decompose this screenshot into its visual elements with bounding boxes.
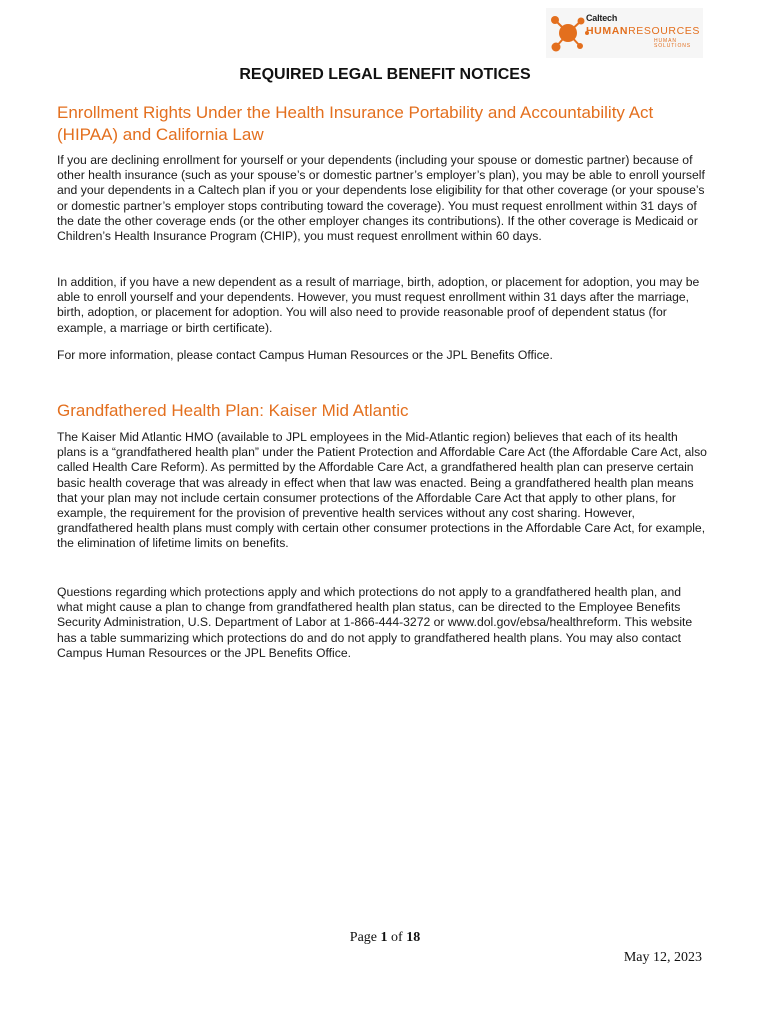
logo-human-resources-text [586, 26, 703, 37]
logo-caltech-text: Caltech [586, 13, 618, 23]
page-title: REQUIRED LEGAL BENEFIT NOTICES [239, 66, 531, 83]
of-word: of [391, 930, 403, 945]
grandfathered-paragraph-1: The Kaiser Mid Atlantic HMO (available to JPL employees in the Mid-Atlantic region) believes that each of its health plans is a “grandfathered health plan” under the Patient Protection and Affordable Care Act (the Affordable Care Act, also called Health Care Reform). As permitted by the Affordable Care Act, a grandfathered health plan can preserve certain basic health coverage that was already in effect when that law was enacted. Being a grandfathered health plan means that your plan may not include certain consumer protections of the Affordable Care Act that apply to other plans, for example, the requirement for the provision of preventive health services without any cost sharing. However, grandfathered health plans must comply with certain other consumer protections in the Affordable Care Act, for example, the elimination of lifetime limits on benefits. [57, 430, 707, 551]
page-word: Page [349, 930, 378, 945]
hipaa-section-heading: Enrollment Rights Under the Health Insurance Portability and Accountability Act (HIPAA) and California Law [57, 103, 654, 144]
logo-human-text: HUMAN [586, 25, 629, 37]
logo-tagline: HUMAN SOLUTIONS [654, 37, 691, 49]
current-page-number: 1 [380, 930, 388, 945]
total-pages-number: 18 [406, 930, 421, 945]
caltech-hr-logo [546, 8, 703, 58]
grandfathered-section-heading: Grandfathered Health Plan: Kaiser Mid Atlantic [57, 401, 409, 420]
hipaa-paragraph-3: For more information, please contact Campus Human Resources or the JPL Benefits Office. [57, 348, 553, 362]
document-date: May 12, 2023 [623, 950, 702, 965]
hipaa-paragraph-2: In addition, if you have a new dependent as a result of marriage, birth, adoption, or placement for adoption, you may be able to enroll yourself and your dependents. However, you must request enrollment within 31 days after the marriage, birth, adoption, or placement for adoption. You will also need to provide reasonable proof of dependent status (for example, a marriage or birth certificate). [57, 275, 700, 335]
grandfathered-paragraph-2: Questions regarding which protections apply and which protections do not apply to a grandfathered health plan, and what might cause a plan to change from grandfathered health plan status, can be directed to the Employee Benefits Security Administration, U.S. Department of Labor at 1-866-444-3272 or www.dol.gov/ebsa/healthreform. This website has a table summarizing which protections do and do not apply to grandfathered health plans. You may also contact Campus Human Resources or the JPL Benefits Office. [57, 585, 693, 660]
logo-resources-text: RESOURCES [628, 25, 700, 37]
hipaa-paragraph-1: If you are declining enrollment for yourself or your dependents (including your spouse or domestic partner) because of other health insurance (such as your spouse’s or domestic partner’s employer’s plan), you may be able to enroll yourself and your dependents in a Caltech plan if you or your dependents lose eligibility for that other coverage (or your spouse’s or domestic partner’s employer stops contributing toward the coverage). You must request enrollment within 31 days of the date the other coverage ends (or the other employer changes its contributions). If the other coverage is Medicaid or Children’s Health Insurance Program (CHIP), you must request enrollment within 60 days. [57, 153, 705, 244]
page-number [0, 930, 770, 946]
